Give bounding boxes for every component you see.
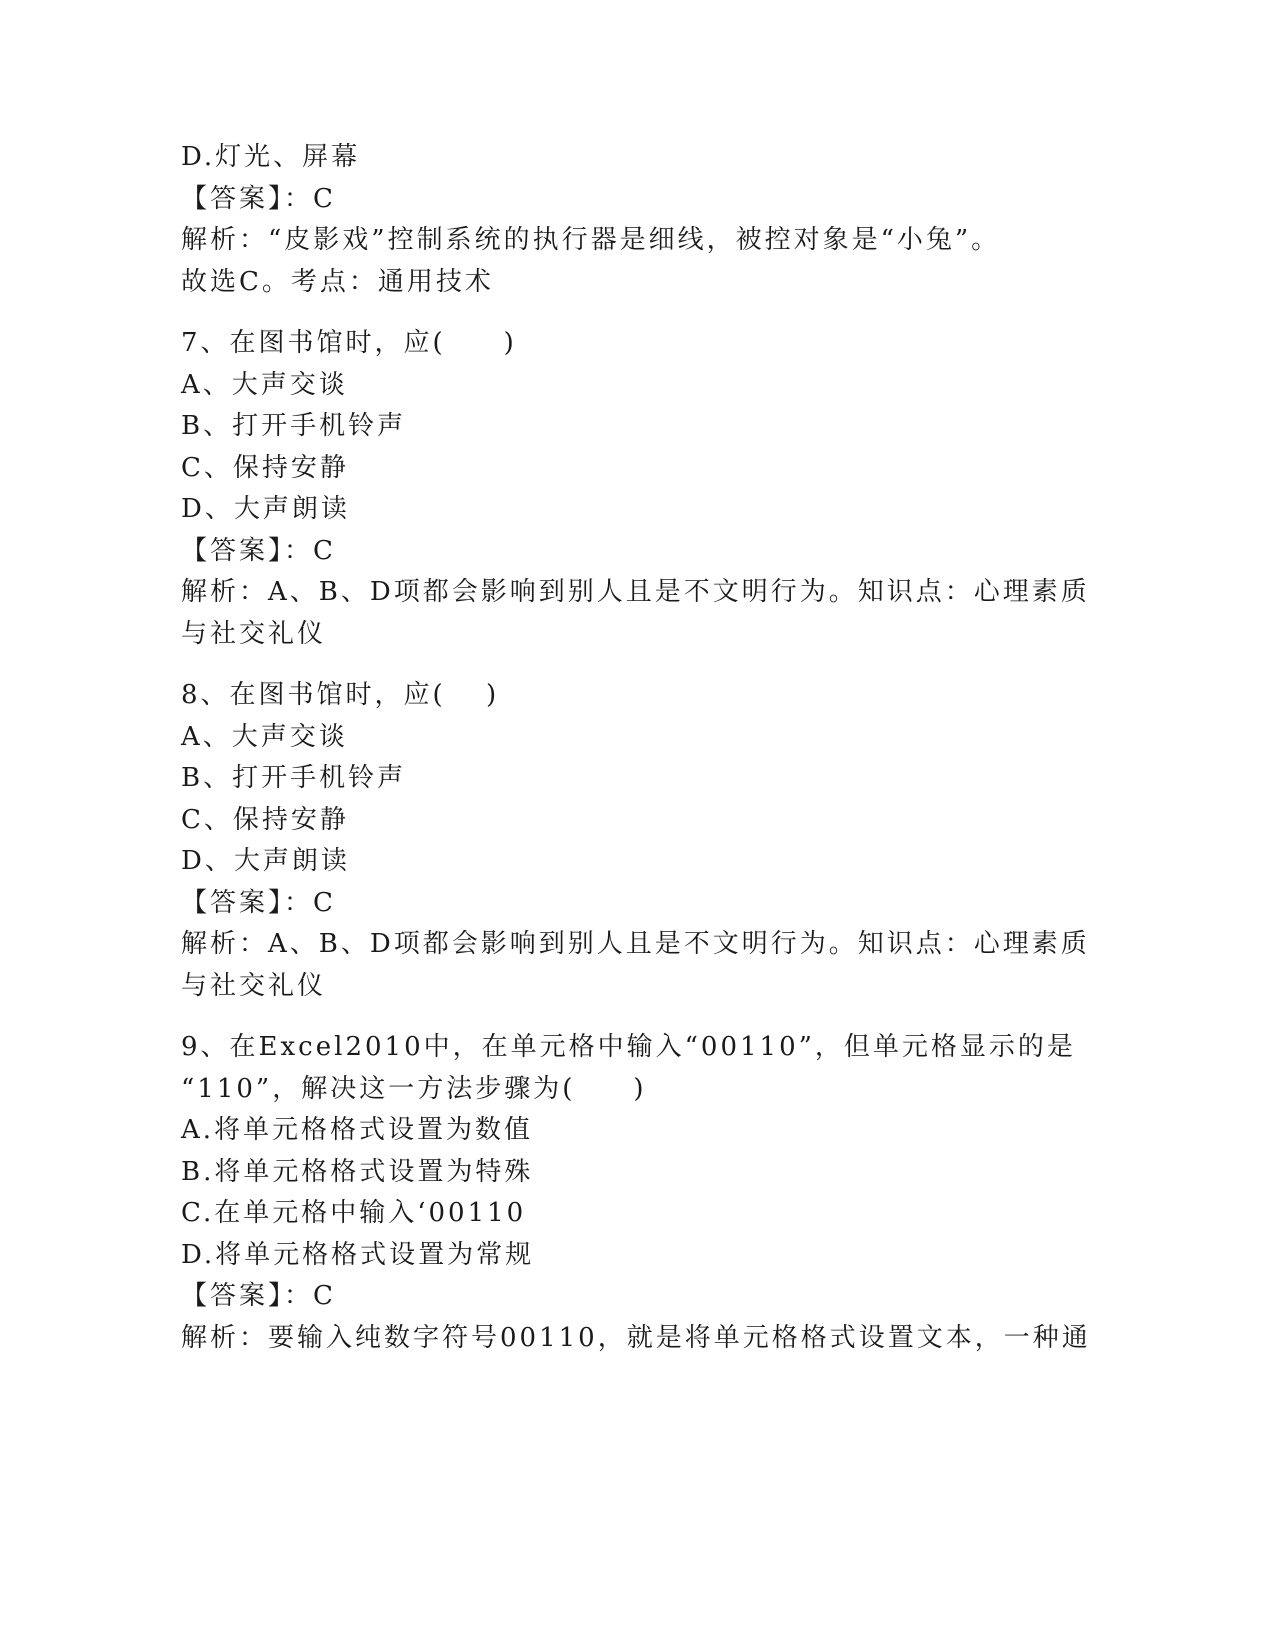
- question-stem-continued: “110”，解决这一方法步骤为( ): [181, 1073, 647, 1104]
- question-7: [181, 323, 1090, 655]
- option-c: C.在单元格中输入‘00110: [181, 1198, 527, 1228]
- option-a: A.将单元格格式设置为数值: [181, 1115, 534, 1145]
- answer: 【答案】：C: [181, 887, 336, 918]
- explanation-continued: 与社交礼仪: [181, 618, 327, 649]
- answer: 【答案】：C: [181, 535, 336, 566]
- answer: 【答案】：C: [181, 1281, 336, 1311]
- question-stem: 9、在Excel2010中，在单元格中输入“00110”，但单元格显示的是: [181, 1032, 1076, 1062]
- explanation: 解析：A、B、D项都会影响到别人且是不文明行为。知识点：心理素质: [181, 929, 1090, 959]
- option-d: D.灯光、屏幕: [181, 142, 361, 172]
- option-a: A、大声交谈: [181, 721, 348, 752]
- block-spacer: [181, 1007, 1061, 1027]
- block-spacer: [181, 655, 1061, 675]
- block-spacer: [181, 303, 1061, 323]
- option-b: B、打开手机铃声: [181, 411, 407, 441]
- question-9: [181, 1027, 1091, 1359]
- question-stem: 8、在图书馆时，应( ): [181, 680, 500, 710]
- explanation-continued: 与社交礼仪: [181, 970, 327, 1001]
- option-d: D、大声朗读: [181, 846, 350, 876]
- question-6-tail: [181, 137, 1061, 303]
- option-b: B、打开手机铃声: [181, 763, 407, 793]
- document-content: [181, 137, 1091, 1359]
- explanation: 解析：“皮影戏”控制系统的执行器是细线，被控对象是“小兔”。: [181, 225, 1001, 255]
- explanation-continued: 故选C。考点：通用技术: [181, 266, 494, 297]
- option-c: C、保持安静: [181, 452, 349, 483]
- explanation: 解析：要输入纯数字符号00110，就是将单元格格式设置文本，一种通: [181, 1322, 1091, 1353]
- option-d: D、大声朗读: [181, 494, 350, 524]
- answer: 【答案】：C: [181, 183, 336, 214]
- option-a: A、大声交谈: [181, 369, 348, 400]
- option-c: C、保持安静: [181, 804, 349, 835]
- question-stem: 7、在图书馆时，应( ): [181, 328, 517, 358]
- explanation: 解析：A、B、D项都会影响到别人且是不文明行为。知识点：心理素质: [181, 577, 1090, 607]
- option-d: D.将单元格格式设置为常规: [181, 1239, 535, 1270]
- option-b: B.将单元格格式设置为特殊: [181, 1156, 534, 1187]
- question-8: [181, 675, 1090, 1007]
